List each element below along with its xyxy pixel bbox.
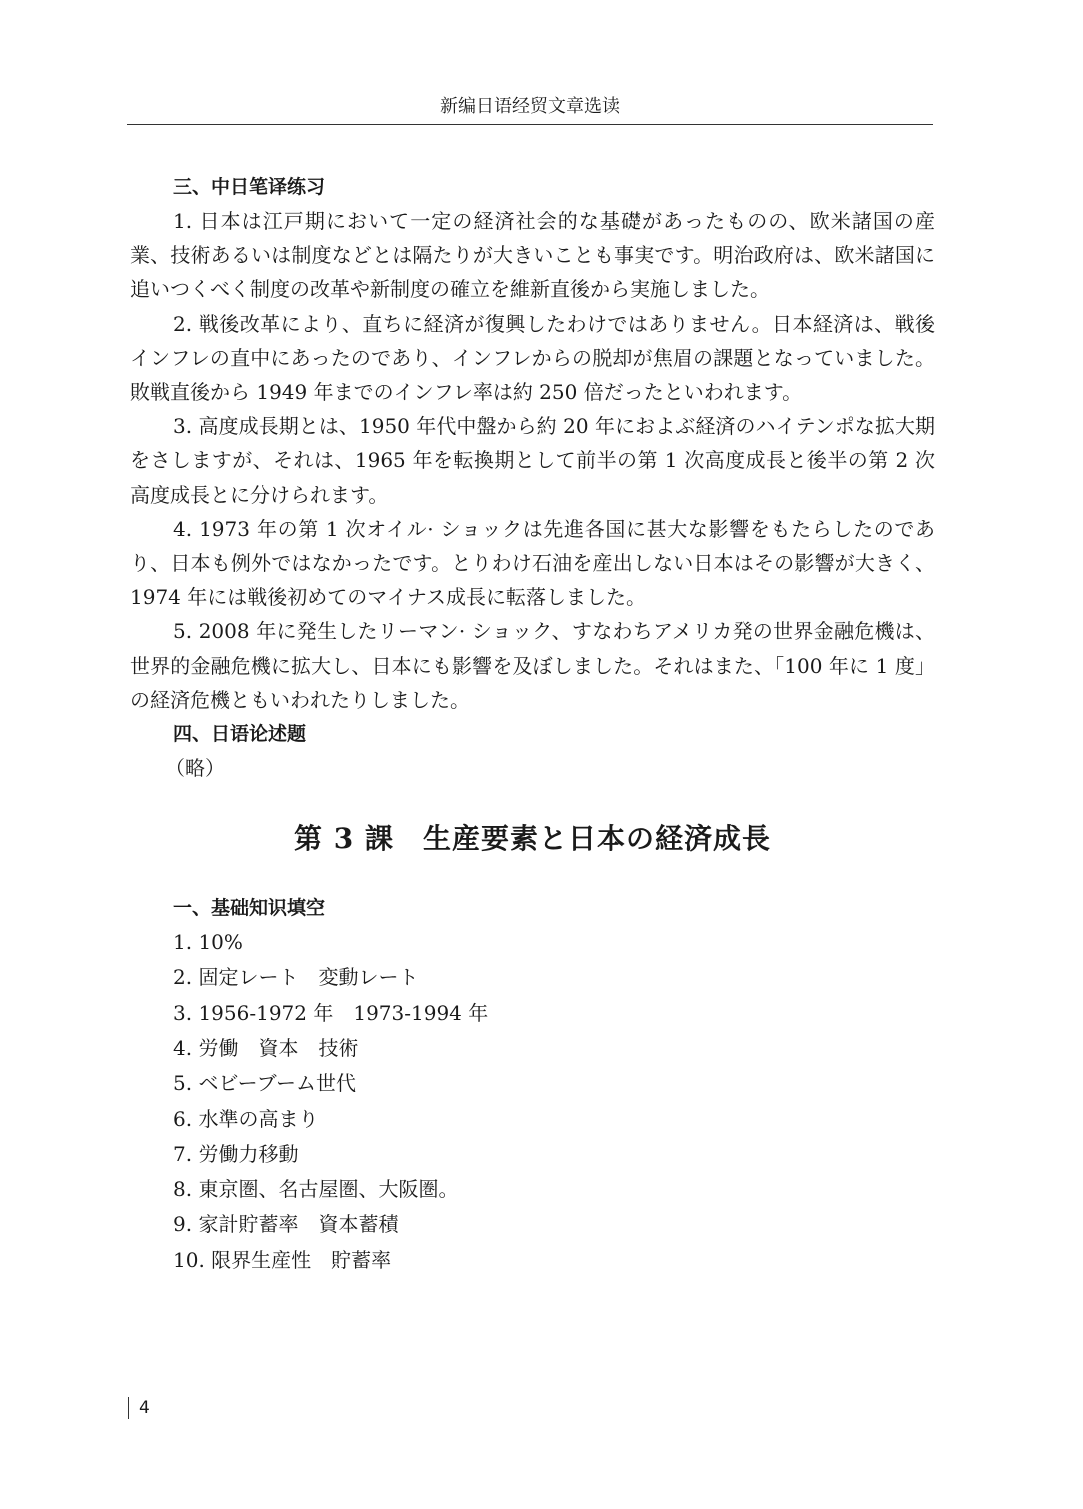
translation-answer-1: 1. 日本は江戸期において一定の経済社会的な基礎があったものの、欧米諸国の産業、技術あるいは制度などとは隔たりが大きいことも事実です。明治政府は、欧米諸国に追いつくべく制度の改革や新制度の確立を維新直後から実施しました。	[130, 209, 935, 302]
list-item: 2. 固定レート 変動レート	[173, 965, 419, 990]
list-item: 10. 限界生産性 貯蓄率	[173, 1247, 392, 1272]
list-item: 8. 東京圏、名古屋圏、大阪圏。	[173, 1177, 459, 1202]
translation-answer-4: 4. 1973 年の第 1 次オイル· ショックは先進各国に甚大な影響をもたらしたのであり、日本も例外ではなかったです。とりわけ石油を産出しない日本はその影響が大きく、1974 年には戦後初めてのマイナス成長に転落しました。	[130, 516, 935, 610]
list-item: 3. 1956-1972 年 1973-1994 年	[173, 1000, 489, 1025]
section-heading-essay: 四、日语论述题	[173, 723, 307, 746]
lesson-title: 第 3 課 生産要素と日本の経済成長	[294, 822, 771, 856]
translation-answer-2: 2. 戦後改革により、直ちに経済が復興したわけではありません。日本経済は、戦後インフレの直中にあったのであり、インフレからの脱却が焦眉の課題となっていました。敗戦直後から 1949 年までのインフレ率は約 250 倍だったといわれます。	[130, 311, 935, 405]
list-item: 4. 労働 資本 技術	[173, 1035, 359, 1060]
page-number: 4	[128, 1397, 150, 1419]
section-heading-translation: 三、中日笔译练习	[173, 176, 326, 198]
section-heading-fill-in: 一、基础知识填空	[173, 897, 326, 920]
list-item: 6. 水準の高まり	[173, 1106, 319, 1131]
translation-answer-3: 3. 高度成長期とは、1950 年代中盤から約 20 年におよぶ経済のハイテンポな拡大期をさしますが、それは、1965 年を転換期として前半の第 1 次高度成長と後半の第 2 次高度成長とに分けられます。	[130, 414, 935, 507]
translation-answer-5: 5. 2008 年に発生したリーマン· ショック、すなわちアメリカ発の世界金融危機は、世界的金融危機に拡大し、日本にも影響を及ぼしました。それはまた、「100 年に 1 度」の経済危機ともいわれたりしました。	[130, 619, 935, 712]
list-item: 7. 労働力移動	[173, 1141, 299, 1166]
page-body	[130, 170, 935, 1278]
running-header: 新编日语经贸文章选读	[127, 92, 933, 125]
list-item: 1. 10%	[173, 930, 243, 955]
list-item: 5. ベビーブーム世代	[173, 1071, 357, 1096]
essay-note: （略）	[165, 756, 225, 781]
list-item: 9. 家計貯蓄率 資本蓄積	[173, 1212, 399, 1237]
answer-list	[130, 925, 935, 1278]
